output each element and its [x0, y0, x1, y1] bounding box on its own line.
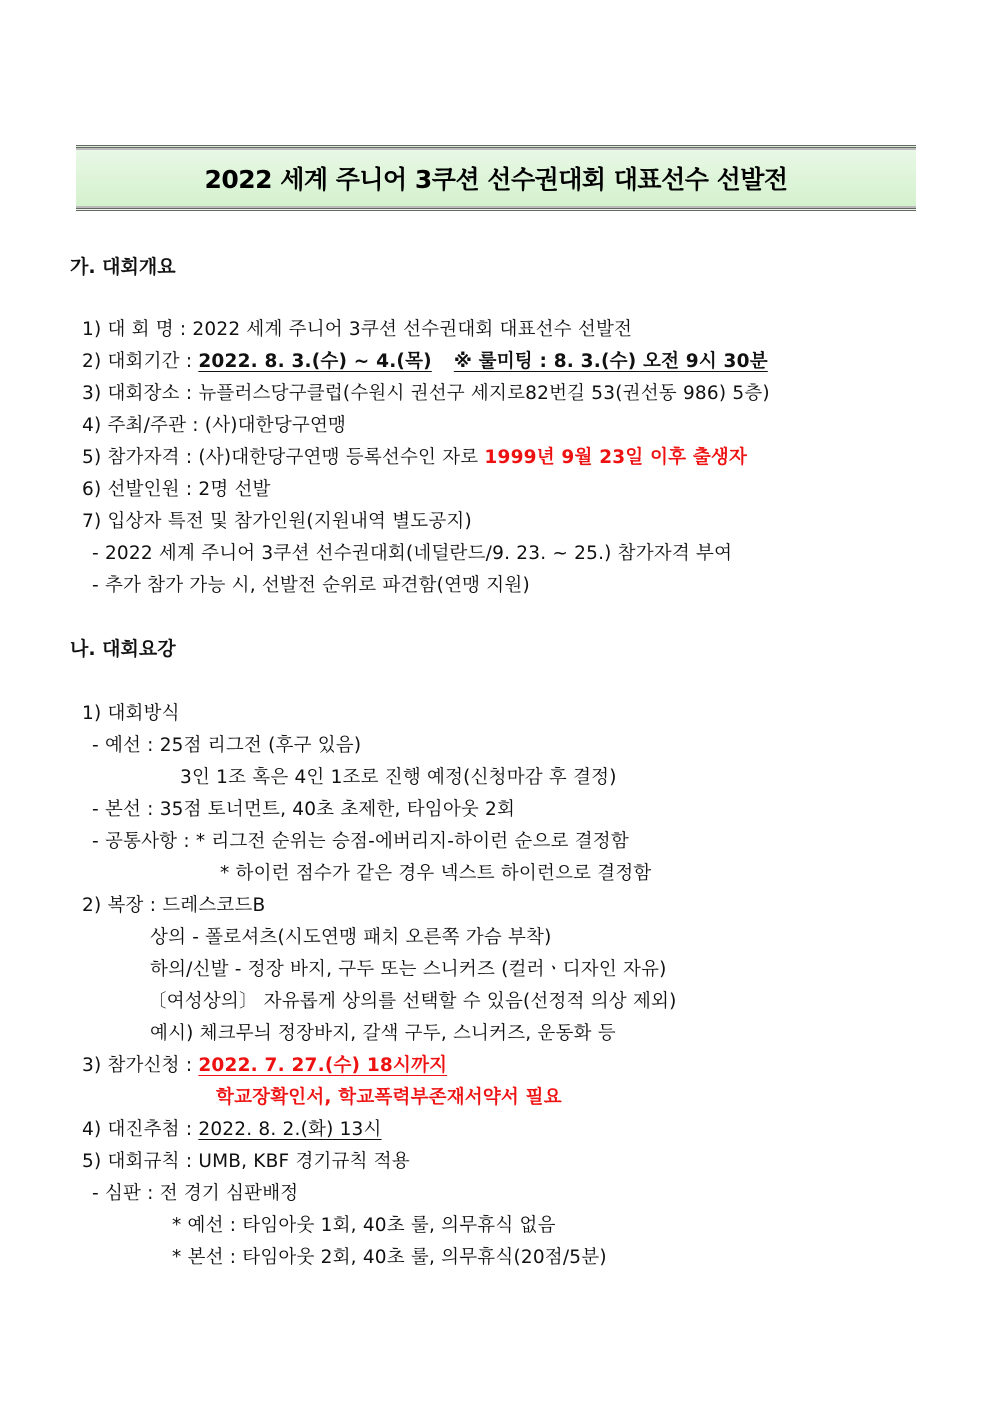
event-name-line: 1) 대 회 명 : 2022 세계 주니어 3쿠션 선수권대회 대표선수 선발전	[82, 319, 633, 340]
dress-women-line: 〔여성상의〕 자유롭게 상의를 선택할 수 있음(선정적 의상 제외)	[148, 991, 677, 1012]
title-banner	[76, 145, 916, 211]
section-a-heading: 가. 대회개요	[70, 256, 176, 278]
format-line: 1) 대회방식	[82, 703, 180, 724]
benefits-line: 7) 입상자 특전 및 참가인원(지원내역 별도공지)	[82, 511, 472, 532]
referee-line: - 심판 : 전 경기 심판배정	[92, 1183, 299, 1204]
document-title: 2022 세계 주니어 3쿠션 선수권대회 대표선수 선발전	[204, 165, 788, 194]
referee-preliminary-line: * 예선 : 타임아웃 1회, 40초 룰, 의무휴식 없음	[172, 1215, 556, 1236]
section-b-heading: 나. 대회요강	[70, 638, 176, 660]
event-period-label: 2) 대회기간 :	[82, 351, 199, 372]
rule-meeting: ※ 룰미팅 : 8. 3.(수) 오전 9시 30분	[453, 351, 768, 372]
venue-line: 3) 대회장소 : 뉴플러스당구클럽(수원시 권선구 세지로82번길 53(권선동 986) 5층)	[82, 383, 770, 404]
main-round-line: - 본선 : 35점 토너먼트, 40초 초제한, 타임아웃 2회	[92, 799, 516, 820]
event-period-date: 2022. 8. 3.(수) ~ 4.(목)	[198, 351, 432, 372]
dress-example-line: 예시) 체크무늬 정장바지, 갈색 구두, 스니커즈, 운동화 등	[150, 1023, 616, 1044]
dress-top-line: 상의 - 폴로셔츠(시도연맹 패치 오른쪽 가슴 부착)	[150, 927, 552, 948]
common-rules-line-2: * 하이런 점수가 같은 경우 넥스트 하이런으로 결정함	[220, 863, 652, 884]
dress-bottom-line: 하의/신발 - 정장 바지, 구두 또는 스니커즈 (컬러ㆍ디자인 자유)	[150, 959, 667, 980]
rules-line: 5) 대회규칙 : UMB, KBF 경기규칙 적용	[82, 1151, 410, 1172]
eligibility-birthdate: 1999년 9월 23일 이후 출생자	[484, 447, 748, 468]
referee-main-line: * 본선 : 타임아웃 2회, 40초 룰, 의무휴식(20점/5분)	[172, 1247, 607, 1268]
preliminary-line: - 예선 : 25점 리그전 (후구 있음)	[92, 735, 362, 756]
eligibility-label: 5) 참가자격 : (사)대한당구연맹 등록선수인 자로	[82, 447, 485, 468]
benefits-item-2: - 추가 참가 가능 시, 선발전 순위로 파견함(연맹 지원)	[92, 575, 530, 596]
registration-docs: 학교장확인서, 학교폭력부존재서약서 필요	[216, 1087, 562, 1108]
registration-label: 3) 참가신청 :	[82, 1055, 199, 1076]
registration-line	[82, 1051, 447, 1077]
common-rules-line: - 공통사항 : * 리그전 순위는 승점-에버리지-하이런 순으로 결정함	[92, 831, 629, 852]
draw-date: 2022. 8. 2.(화) 13시	[198, 1119, 382, 1140]
dress-code-line: 2) 복장 : 드레스코드B	[82, 895, 266, 916]
event-period-line	[82, 347, 768, 373]
selection-count-line: 6) 선발인원 : 2명 선발	[82, 479, 271, 500]
registration-deadline: 2022. 7. 27.(수) 18시까지	[198, 1055, 448, 1076]
draw-line	[82, 1115, 382, 1141]
eligibility-line	[82, 443, 747, 469]
benefits-item-1: - 2022 세계 주니어 3쿠션 선수권대회(네덜란드/9. 23. ~ 25.) 참가자격 부여	[92, 543, 733, 564]
preliminary-groups-line: 3인 1조 혹은 4인 1조로 진행 예정(신청마감 후 결정)	[180, 767, 617, 788]
draw-label: 4) 대진추첨 :	[82, 1119, 199, 1140]
organizer-line: 4) 주최/주관 : (사)대한당구연맹	[82, 415, 347, 436]
